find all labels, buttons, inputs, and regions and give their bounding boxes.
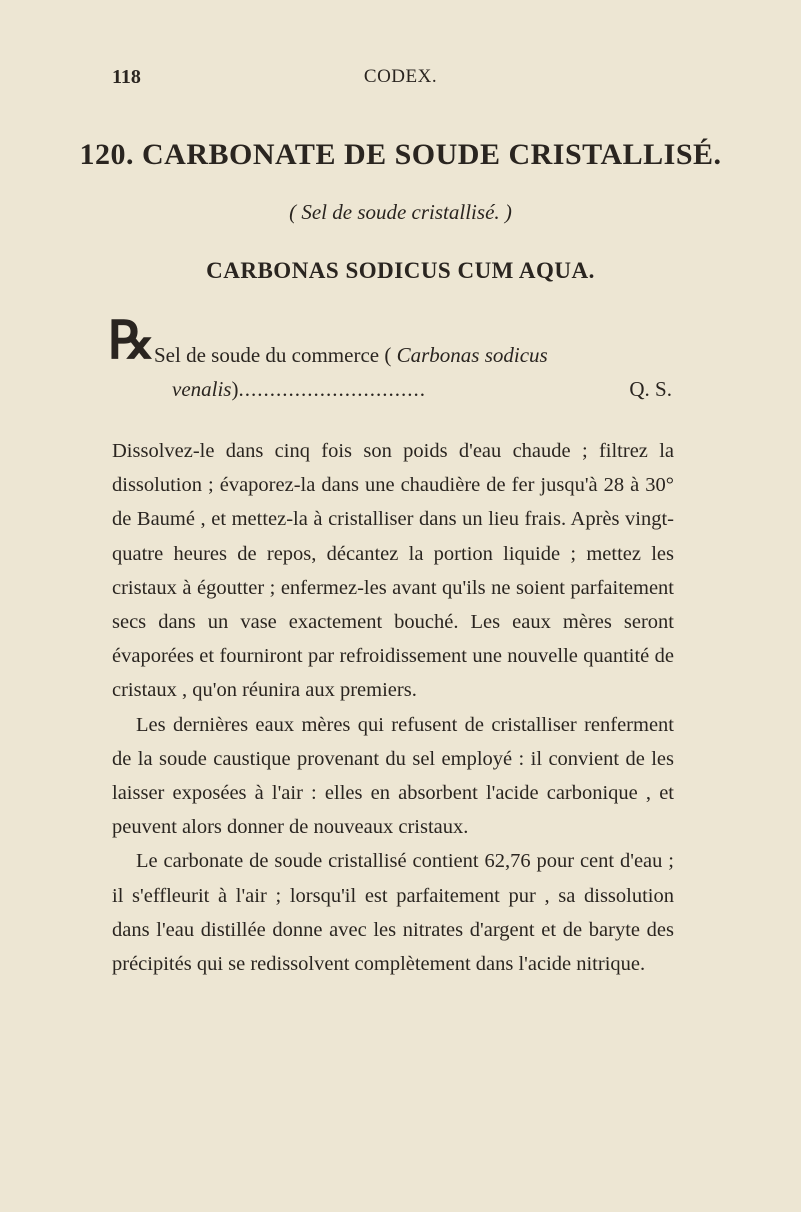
dot-leader: .............................. [238,377,426,401]
recipe-quantity: Q. S. [629,377,672,401]
article-subtitle: ( Sel de soude cristallisé. ) [289,200,512,224]
running-title: CODEX. [363,66,438,87]
article-title: 120. CARBONATE DE SOUDE CRISTALLISÉ. [79,138,722,171]
page-number: 118 [112,66,141,88]
ingredient-text: Sel de soude du commerce ( [154,343,392,367]
recipe-quantity-line [172,372,672,406]
ingredient-latin-2: venalis [172,377,232,401]
paragraph-1: Dissolvez-le dans cinq fois son poids d'eau chaude ; filtrez la dissolution ; évaporez-la dans une chaudière de fer jusqu'à 28 à 30° de Baumé , et mettez-la à cristalliser dans un lieu frais. Après vingt-quatre heures de repos, décantez la portion liquide ; mettez les cristaux à égoutter ; enfermez-les avant qu'ils ne soient parfaitement secs dans un vase exactement bouché. Les eaux mères seront évaporées et fourniront par refroidissement une nouvelle quantité de cristaux , qu'on réunira aux premiers. [112,440,674,702]
ingredient-close: ) [231,377,239,401]
paragraph-2: Les dernières eaux mères qui refusent de cristalliser renferment de la soude caustique provenant du sel employé : il convient de les laisser exposées à l'air : elles en absorbent l'acide carbonique , et peuvent alors donner de nouveaux cristaux. [112,713,674,839]
recipe-symbol: ℞ [108,313,155,370]
paragraph-3: Le carbonate de soude cristallisé contient 62,76 pour cent d'eau ; il s'effleurit à l'air ; lorsqu'il est parfaitement pur , sa dissolution dans l'eau distillée donne avec les nitrates d'argent et de baryte des précipités qui se redissolvent complètement dans l'acide nitrique. [112,850,674,976]
latin-title: CARBONAS SODICUS CUM AQUA. [206,258,595,283]
recipe-ingredient [154,338,548,372]
body-text [112,434,674,981]
ingredient-latin-1: Carbonas sodicus [396,343,548,367]
running-head [0,66,801,96]
